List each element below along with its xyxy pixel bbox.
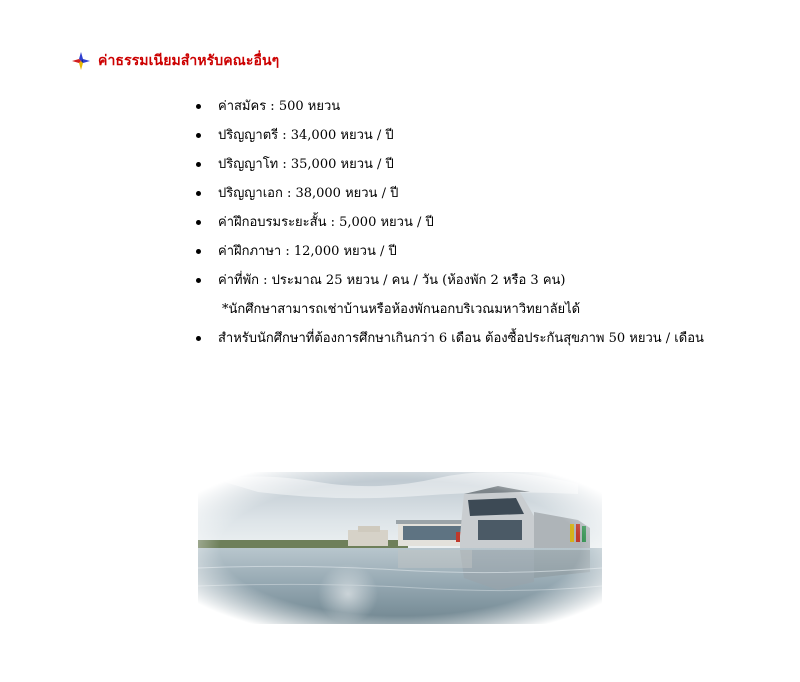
bullet-icon <box>196 249 201 254</box>
list-item <box>196 150 704 179</box>
bullet-icon <box>196 278 201 283</box>
fee-short-training: ค่าฝึกอบรมระยะสั้น : 5,000 หยวน / ปี <box>218 215 434 230</box>
fee-master: ปริญญาโท : 35,000 หยวน / ปี <box>218 157 394 172</box>
fee-health-insurance: สำหรับนักศึกษาที่ต้องการศึกษาเกินกว่า 6 เดือน ต้องซื้อประกันสุขภาพ 50 หยวน / เดือน <box>218 331 704 346</box>
accommodation-note-text: *นักศึกษาสามารถเช่าบ้านหรือห้องพักนอกบริเวณมหาวิทยาลัยได้ <box>222 302 581 317</box>
list-item <box>196 92 704 121</box>
campus-building-photo <box>198 472 602 624</box>
bullet-icon <box>196 133 201 138</box>
bullet-icon <box>196 336 201 341</box>
list-item <box>196 324 704 353</box>
bullet-icon <box>196 104 201 109</box>
list-item <box>196 237 704 266</box>
list-item <box>196 208 704 237</box>
fee-list <box>196 92 704 353</box>
bullet-icon <box>196 162 201 167</box>
section-heading <box>72 50 279 72</box>
list-item <box>196 266 704 295</box>
list-item <box>196 179 704 208</box>
bullet-icon <box>196 191 201 196</box>
fee-doctorate: ปริญญาเอก : 38,000 หยวน / ปี <box>218 186 399 201</box>
fee-language-training: ค่าฝึกภาษา : 12,000 หยวน / ปี <box>218 244 397 259</box>
fee-accommodation: ค่าที่พัก : ประมาณ 25 หยวน / คน / วัน (ห้องพัก 2 หรือ 3 คน) <box>218 273 566 288</box>
fee-application: ค่าสมัคร : 500 หยวน <box>218 99 341 114</box>
list-item <box>196 121 704 150</box>
fee-bachelor: ปริญญาตรี : 34,000 หยวน / ปี <box>218 128 394 143</box>
four-point-star-icon <box>72 52 90 70</box>
accommodation-note <box>196 295 704 324</box>
bullet-icon <box>196 220 201 225</box>
section-heading-title: ค่าธรรมเนียมสำหรับคณะอื่นๆ <box>98 53 280 69</box>
